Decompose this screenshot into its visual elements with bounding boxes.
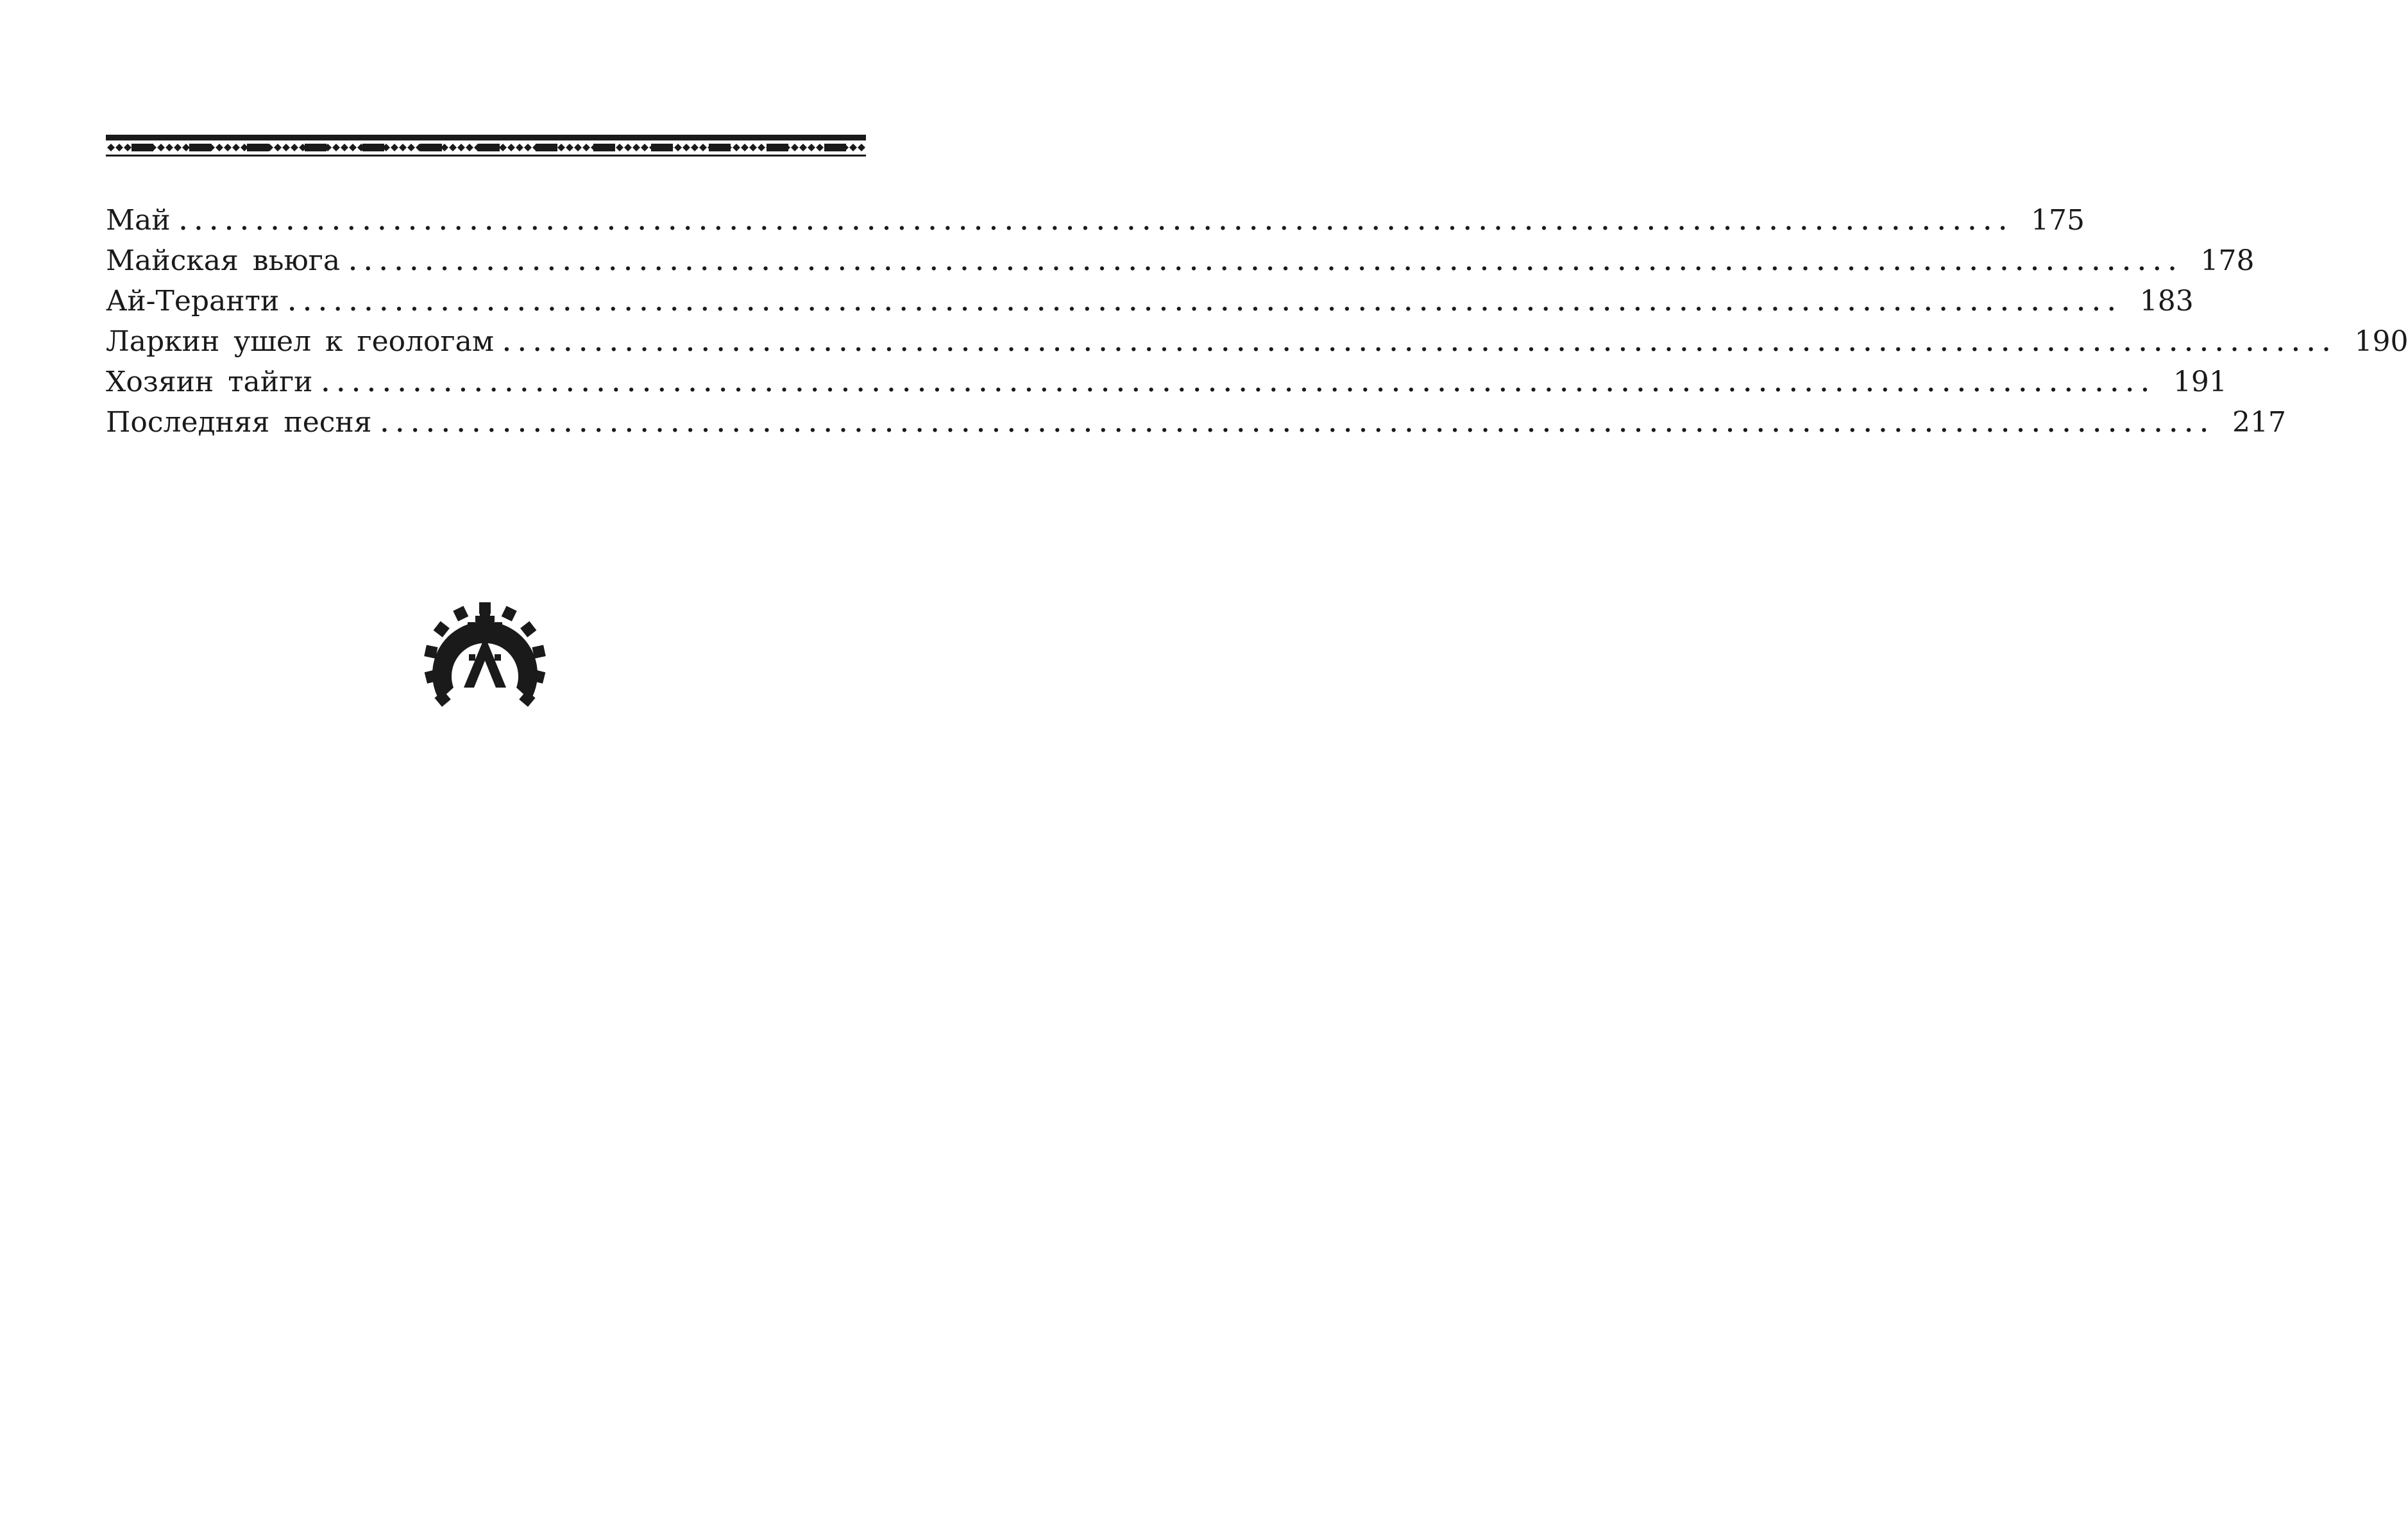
toc-entry-title: Ларкин ушел к геологам: [106, 325, 495, 358]
toc-entry-page: 178: [2200, 244, 2255, 277]
dot-leader: ........................................................................................................................: [380, 412, 2216, 437]
table-of-contents: [106, 200, 2408, 443]
toc-entry-title: Май: [106, 204, 171, 237]
toc-entry-title: Ай-Теранти: [106, 285, 280, 317]
dot-leader: ........................................................................................................................: [349, 250, 2184, 276]
toc-entry-page: 217: [2232, 406, 2286, 439]
ornamental-border-icon: [106, 135, 866, 160]
toc-entry[interactable]: [106, 321, 2408, 362]
gear-sun-emblem-icon: [414, 591, 556, 715]
dot-leader: ........................................................................................................................: [288, 291, 2123, 316]
dot-leader: ........................................................................................................................: [503, 331, 2338, 357]
dot-leader: ........................................................................................................................: [321, 371, 2157, 397]
toc-entry-title: Майская вьюга: [106, 244, 341, 277]
toc-entry[interactable]: [106, 402, 2286, 443]
toc-entry-title: Последняя песня: [106, 406, 372, 439]
toc-entry[interactable]: [106, 281, 2194, 321]
toc-entry-page: 175: [2031, 204, 2085, 237]
dot-leader: ........................................................................................................................: [179, 210, 2015, 235]
toc-entry-page: 191: [2173, 366, 2227, 398]
toc-entry[interactable]: [106, 362, 2227, 402]
toc-entry[interactable]: [106, 200, 2085, 241]
toc-entry-page: 190: [2354, 325, 2408, 358]
toc-entry-page: 183: [2139, 285, 2194, 317]
toc-entry[interactable]: [106, 241, 2255, 281]
toc-entry-title: Хозяин тайги: [106, 366, 313, 398]
